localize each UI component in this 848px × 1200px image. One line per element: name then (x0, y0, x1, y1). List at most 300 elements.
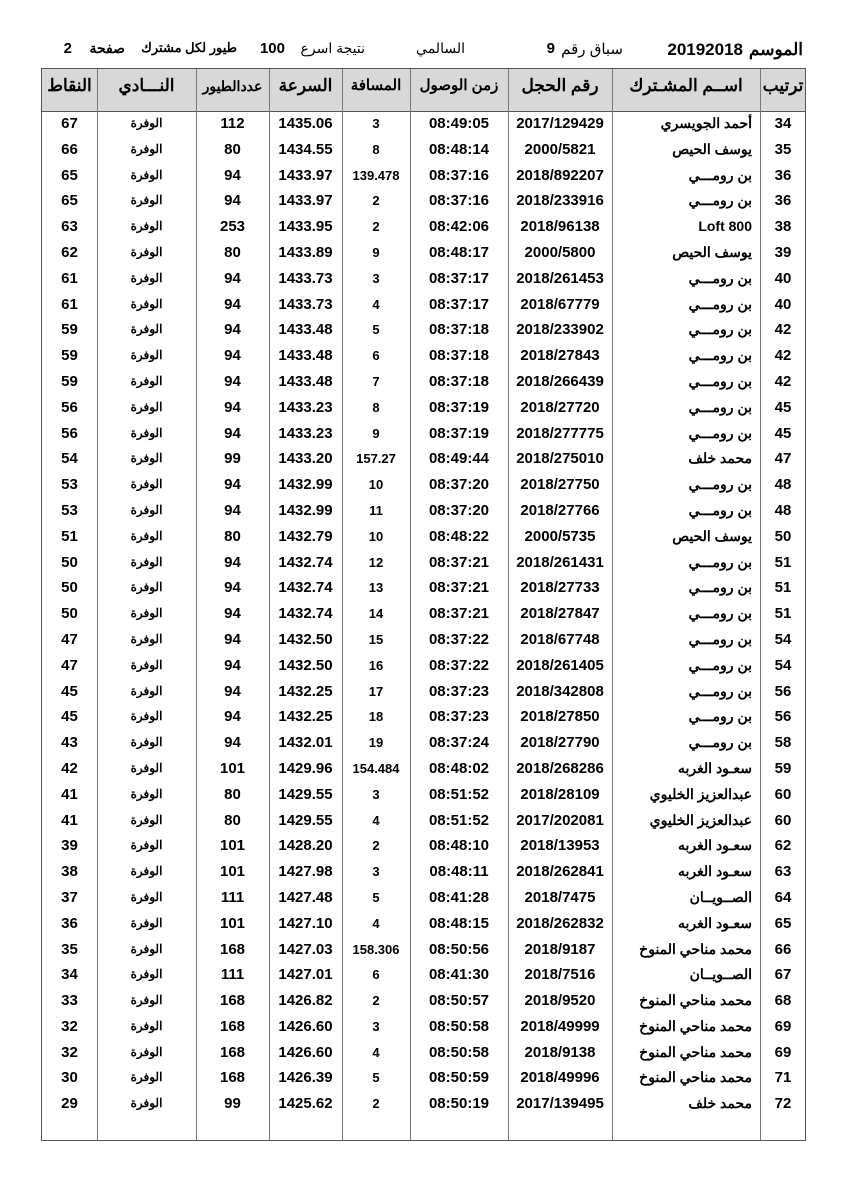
cell-club: الوفرة (130, 116, 163, 130)
cell-arrival-time: 08:37:20 (428, 501, 490, 519)
cell-club: الوفرة (130, 425, 163, 440)
cell-rank: 47 (774, 450, 792, 468)
cell-rank: 63 (774, 863, 792, 881)
cell-club: الوفرة (130, 193, 163, 208)
cell-ring-number: 2018/233916 (516, 192, 604, 210)
table-row (42, 214, 805, 240)
cell-ring-number: 2018/9520 (524, 992, 596, 1010)
col-time-header: زمن الوصول (419, 77, 499, 94)
cell-points: 65 (61, 192, 78, 210)
cell-club: الوفرة (130, 915, 163, 930)
cell-speed: 1433.73 (278, 295, 333, 313)
cell-points: 61 (61, 295, 78, 313)
cell-arrival-time: 08:48:15 (428, 914, 490, 932)
cell-birds-count: 253 (219, 218, 246, 236)
cell-name: بن رومـــي (688, 166, 752, 183)
cell-rank: 68 (774, 992, 792, 1010)
cell-ring-number: 2018/27847 (520, 605, 600, 623)
cell-name: بن رومـــي (688, 321, 752, 338)
cell-name: بن رومـــي (688, 579, 752, 596)
col-points-header: النقاط (47, 76, 92, 95)
cell-rank: 45 (774, 424, 792, 442)
cell-distance: 6 (372, 967, 380, 983)
cell-rank: 56 (774, 708, 792, 726)
table-row (42, 653, 805, 679)
cell-name: أحمد الجويسري (660, 115, 752, 131)
cell-speed: 1432.74 (278, 553, 333, 571)
cell-arrival-time: 08:37:21 (428, 553, 490, 571)
cell-club: الوفرة (130, 554, 163, 569)
cell-arrival-time: 08:41:30 (428, 966, 490, 984)
table-row (42, 808, 805, 834)
cell-distance: 2 (372, 193, 380, 209)
cell-ring-number: 2018/262841 (516, 863, 604, 881)
cell-distance: 10 (368, 477, 384, 493)
cell-name: بن رومـــي (688, 553, 752, 570)
cell-club: الوفرة (130, 631, 163, 646)
cell-rank: 40 (774, 295, 792, 313)
cell-birds-count: 94 (224, 734, 241, 752)
cell-arrival-time: 08:50:59 (428, 1069, 490, 1087)
cell-name: بن رومـــي (688, 682, 752, 699)
cell-birds-count: 168 (219, 992, 246, 1010)
cell-birds-count: 94 (224, 682, 241, 700)
cell-distance: 2 (372, 219, 380, 235)
cell-speed: 1429.96 (278, 759, 333, 777)
cell-points: 66 (61, 140, 78, 158)
cell-points: 35 (61, 940, 78, 958)
cell-name: سعـود الغربه (678, 914, 752, 931)
page-number: 2 (63, 40, 72, 57)
cell-arrival-time: 08:37:18 (428, 347, 490, 365)
cell-club: الوفرة (130, 502, 163, 517)
cell-distance: 18 (368, 709, 384, 725)
cell-points: 65 (61, 166, 78, 184)
table-row (42, 317, 805, 343)
cell-points: 39 (61, 837, 78, 855)
cell-name: بن رومـــي (688, 347, 752, 364)
cell-distance: 11 (369, 502, 383, 518)
cell-arrival-time: 08:50:58 (428, 1043, 490, 1061)
cell-speed: 1432.25 (278, 682, 333, 700)
cell-speed: 1429.55 (278, 785, 333, 803)
cell-rank: 50 (774, 527, 792, 545)
cell-birds-count: 168 (219, 1017, 246, 1035)
cell-club: الوفرة (130, 683, 163, 698)
cell-birds-count: 94 (224, 398, 241, 416)
race-number: 9 (546, 40, 555, 57)
cell-club: الوفرة (130, 864, 163, 879)
cell-speed: 1433.23 (278, 398, 333, 416)
cell-speed: 1433.48 (278, 372, 333, 390)
cell-speed: 1432.50 (278, 656, 333, 674)
cell-rank: 42 (774, 347, 792, 365)
cell-name: محمد مناحي المنوخ (639, 1043, 752, 1060)
table-row (42, 524, 805, 550)
cell-arrival-time: 08:37:24 (428, 734, 490, 752)
cell-distance: 139.478 (352, 167, 400, 183)
cell-distance: 4 (372, 915, 380, 931)
cell-rank: 66 (774, 940, 792, 958)
cell-ring-number: 2017/139495 (516, 1095, 604, 1113)
table-row (42, 782, 805, 808)
cell-speed: 1425.62 (278, 1095, 333, 1113)
cell-points: 62 (61, 243, 78, 261)
cell-club: الوفرة (130, 1070, 163, 1085)
cell-arrival-time: 08:49:44 (428, 450, 490, 468)
cell-ring-number: 2018/262832 (516, 914, 604, 932)
table-row (42, 111, 805, 137)
cell-rank: 58 (774, 734, 792, 752)
cell-birds-count: 99 (224, 1095, 241, 1113)
cell-speed: 1432.99 (278, 501, 333, 519)
cell-speed: 1427.98 (278, 863, 333, 881)
cell-arrival-time: 08:37:17 (428, 269, 490, 287)
cell-ring-number: 2018/266439 (516, 372, 604, 390)
cell-points: 41 (61, 785, 78, 803)
cell-rank: 54 (774, 630, 792, 648)
cell-name: محمد خلف (688, 1095, 752, 1112)
cell-name: يوسف الحيص (672, 527, 752, 544)
cell-arrival-time: 08:37:18 (428, 372, 490, 390)
cell-ring-number: 2018/27790 (520, 734, 600, 752)
cell-birds-count: 111 (220, 966, 245, 984)
cell-distance: 8 (372, 141, 380, 157)
page-label: صفحة (89, 40, 125, 56)
cell-club: الوفرة (130, 967, 163, 982)
cell-rank: 60 (774, 811, 792, 829)
table-row (42, 137, 805, 163)
cell-birds-count: 94 (224, 347, 241, 365)
cell-club: الوفرة (130, 1044, 163, 1059)
cell-points: 42 (61, 759, 78, 777)
cell-birds-count: 101 (219, 914, 246, 932)
table-row (42, 292, 805, 318)
cell-rank: 42 (774, 372, 792, 390)
cell-arrival-time: 08:50:56 (428, 940, 490, 958)
cell-points: 38 (61, 863, 78, 881)
cell-distance: 12 (368, 554, 384, 570)
col-distance-header: المسافة (350, 77, 402, 94)
cell-rank: 54 (774, 656, 792, 674)
cell-rank: 42 (774, 321, 792, 339)
cell-speed: 1432.99 (278, 476, 333, 494)
cell-distance: 3 (372, 864, 380, 880)
cell-speed: 1433.89 (278, 243, 333, 261)
cell-rank: 36 (774, 192, 792, 210)
cell-birds-count: 94 (224, 269, 241, 287)
cell-ring-number: 2018/892207 (516, 166, 604, 184)
cell-name: محمد خلف (688, 450, 752, 467)
cell-arrival-time: 08:42:06 (428, 218, 490, 236)
cell-ring-number: 2018/7516 (524, 966, 596, 984)
cell-distance: 5 (372, 1070, 380, 1086)
cell-distance: 3 (372, 270, 380, 286)
cell-ring-number: 2018/268286 (516, 759, 604, 777)
cell-birds-count: 80 (224, 243, 241, 261)
cell-speed: 1427.01 (278, 966, 333, 984)
table-row (42, 472, 805, 498)
cell-arrival-time: 08:48:02 (428, 759, 490, 777)
table-row (42, 188, 805, 214)
cell-points: 53 (61, 476, 78, 494)
table-row (42, 575, 805, 601)
table-row (42, 885, 805, 911)
per-member-label: طيور لكل مشترك (141, 40, 237, 55)
cell-ring-number: 2018/261431 (516, 553, 604, 571)
cell-points: 59 (61, 372, 78, 390)
cell-distance: 6 (372, 348, 380, 364)
table-row (42, 369, 805, 395)
cell-rank: 48 (774, 501, 792, 519)
cell-arrival-time: 08:37:23 (428, 682, 490, 700)
cell-ring-number: 2018/233902 (516, 321, 604, 339)
cell-birds-count: 94 (224, 192, 241, 210)
season-value: 20192018 (667, 40, 743, 59)
cell-name: عبدالعزيز الخليوي (649, 785, 752, 802)
cell-birds-count: 101 (219, 863, 246, 881)
cell-arrival-time: 08:37:23 (428, 708, 490, 726)
cell-arrival-time: 08:48:14 (428, 140, 490, 158)
cell-arrival-time: 08:48:11 (429, 863, 489, 881)
cell-ring-number: 2018/27850 (520, 708, 600, 726)
cell-name: بن رومـــي (688, 295, 752, 312)
cell-rank: 36 (774, 166, 792, 184)
cell-birds-count: 94 (224, 321, 241, 339)
cell-birds-count: 94 (224, 372, 241, 390)
cell-ring-number: 2018/49996 (520, 1069, 600, 1087)
cell-name: بن رومـــي (688, 372, 752, 389)
cell-arrival-time: 08:50:57 (428, 992, 490, 1010)
cell-ring-number: 2018/67748 (520, 630, 600, 648)
col-club-header: النـــادي (118, 76, 175, 95)
cell-club: الوفرة (130, 735, 163, 750)
cell-name: الصــويــان (689, 966, 752, 983)
cell-birds-count: 94 (224, 553, 241, 571)
cell-speed: 1433.23 (278, 424, 333, 442)
cell-club: الوفرة (130, 889, 163, 904)
cell-points: 56 (61, 424, 78, 442)
cell-name: سعـود الغربه (678, 863, 752, 880)
cell-arrival-time: 08:37:16 (428, 192, 490, 210)
cell-rank: 60 (774, 785, 792, 803)
cell-ring-number: 2017/202081 (516, 811, 604, 829)
cell-speed: 1434.55 (278, 140, 333, 158)
cell-birds-count: 168 (219, 1043, 246, 1061)
cell-speed: 1433.48 (278, 347, 333, 365)
table-row (42, 1014, 805, 1040)
cell-club: الوفرة (130, 786, 163, 801)
cell-distance: 5 (372, 322, 380, 338)
col-birds-header: عددالطيور (202, 78, 263, 94)
cell-birds-count: 94 (224, 579, 241, 597)
cell-name: بن رومـــي (688, 398, 752, 415)
cell-name: بن رومـــي (688, 605, 752, 622)
cell-distance: 4 (372, 1044, 380, 1060)
cell-points: 33 (61, 992, 78, 1010)
cell-club: الوفرة (130, 993, 163, 1008)
cell-name: يوسف الحيص (672, 243, 752, 260)
cell-ring-number: 2018/277775 (516, 424, 604, 442)
cell-club: الوفرة (130, 167, 163, 182)
cell-name: سعـود الغربه (678, 837, 752, 854)
table-row (42, 859, 805, 885)
cell-rank: 35 (774, 140, 792, 158)
table-row (42, 163, 805, 189)
cell-points: 45 (61, 708, 78, 726)
cell-birds-count: 101 (219, 759, 246, 777)
report-header-line (40, 40, 805, 66)
cell-birds-count: 94 (224, 630, 241, 648)
cell-name: بن رومـــي (688, 192, 752, 209)
cell-name: سعـود الغربه (678, 759, 752, 776)
table-row (42, 343, 805, 369)
cell-rank: 39 (774, 243, 792, 261)
cell-speed: 1433.73 (278, 269, 333, 287)
cell-points: 50 (61, 605, 78, 623)
cell-club: الوفرة (130, 838, 163, 853)
cell-points: 56 (61, 398, 78, 416)
cell-speed: 1433.48 (278, 321, 333, 339)
cell-points: 47 (61, 656, 78, 674)
cell-birds-count: 112 (220, 115, 245, 132)
cell-distance: 4 (372, 812, 380, 828)
cell-birds-count: 168 (219, 940, 246, 958)
table-row (42, 756, 805, 782)
col-speed-header: السرعة (278, 76, 333, 95)
cell-birds-count: 94 (224, 295, 241, 313)
cell-points: 50 (61, 553, 78, 571)
cell-rank: 65 (774, 914, 792, 932)
cell-ring-number: 2018/342808 (516, 682, 604, 700)
cell-arrival-time: 08:51:52 (428, 811, 490, 829)
cell-birds-count: 94 (224, 166, 241, 184)
race-label: سباق رقم (561, 41, 623, 58)
cell-birds-count: 94 (224, 605, 241, 623)
cell-rank: 72 (774, 1095, 792, 1113)
col-ring-header: رقم الحجل (521, 76, 599, 95)
cell-distance: 154.484 (352, 760, 400, 776)
table-row (42, 550, 805, 576)
cell-speed: 1433.97 (278, 166, 333, 184)
table-row (42, 627, 805, 653)
cell-club: الوفرة (130, 373, 163, 388)
cell-club: الوفرة (130, 606, 163, 621)
cell-speed: 1435.06 (278, 115, 333, 132)
cell-name: بن رومـــي (688, 708, 752, 725)
cell-distance: 14 (368, 606, 384, 622)
cell-rank: 69 (774, 1017, 792, 1035)
cell-club: الوفرة (130, 244, 163, 259)
cell-rank: 51 (774, 605, 792, 623)
table-row (42, 833, 805, 859)
cell-distance: 17 (368, 683, 384, 699)
table-row (42, 1040, 805, 1066)
cell-ring-number: 2018/13953 (520, 837, 600, 855)
cell-birds-count: 94 (224, 476, 241, 494)
cell-arrival-time: 08:51:52 (428, 785, 490, 803)
cell-arrival-time: 08:37:21 (428, 579, 490, 597)
cell-distance: 158.306 (352, 941, 400, 957)
cell-speed: 1429.55 (278, 811, 333, 829)
cell-rank: 38 (774, 218, 792, 236)
cell-points: 32 (61, 1017, 78, 1035)
cell-name: عبدالعزيز الخليوي (649, 811, 752, 828)
cell-birds-count: 94 (224, 708, 241, 726)
cell-name: بن رومـــي (688, 501, 752, 518)
table-row (42, 911, 805, 937)
cell-speed: 1427.03 (278, 940, 333, 958)
cell-speed: 1432.79 (278, 527, 333, 545)
cell-birds-count: 94 (224, 424, 241, 442)
cell-ring-number: 2018/261453 (516, 269, 604, 287)
cell-rank: 34 (774, 115, 792, 132)
table-row (42, 730, 805, 756)
season-label: الموسم (748, 40, 803, 59)
cell-ring-number: 2018/27733 (520, 579, 600, 597)
cell-ring-number: 2017/129429 (516, 115, 604, 132)
cell-points: 47 (61, 630, 78, 648)
cell-club: الوفرة (130, 1096, 163, 1111)
cell-points: 29 (61, 1095, 78, 1113)
cell-club: الوفرة (130, 657, 163, 672)
cell-distance: 3 (372, 1018, 380, 1034)
cell-points: 67 (61, 115, 78, 132)
cell-points: 54 (61, 450, 78, 468)
cell-club: الوفرة (130, 580, 163, 595)
cell-points: 59 (61, 347, 78, 365)
cell-distance: 2 (372, 838, 380, 854)
cell-birds-count: 168 (219, 1069, 246, 1087)
cell-name: Loft 800 (698, 218, 752, 235)
cell-rank: 40 (774, 269, 792, 287)
cell-speed: 1428.20 (278, 837, 333, 855)
col-rank-header: ترتيب (762, 76, 804, 95)
col-name-header: اســم المشـترك (629, 76, 743, 95)
cell-rank: 69 (774, 1043, 792, 1061)
cell-speed: 1433.97 (278, 192, 333, 210)
cell-speed: 1433.95 (278, 218, 333, 236)
cell-distance: 15 (368, 631, 384, 647)
cell-birds-count: 80 (224, 811, 241, 829)
cell-club: الوفرة (130, 528, 163, 543)
table-row (42, 962, 805, 988)
cell-arrival-time: 08:37:20 (428, 476, 490, 494)
cell-points: 32 (61, 1043, 78, 1061)
cell-rank: 71 (774, 1069, 792, 1087)
cell-ring-number: 2018/275010 (516, 450, 604, 468)
cell-rank: 51 (774, 579, 792, 597)
cell-rank: 59 (774, 759, 792, 777)
cell-club: الوفرة (130, 399, 163, 414)
cell-distance: 4 (372, 296, 380, 312)
cell-club: الوفرة (130, 760, 163, 775)
cell-name: بن رومـــي (688, 734, 752, 751)
table-row (42, 1065, 805, 1091)
cell-points: 37 (61, 888, 78, 906)
cell-birds-count: 99 (224, 450, 241, 468)
cell-distance: 13 (368, 580, 384, 596)
cell-ring-number: 2000/5821 (524, 140, 596, 158)
cell-ring-number: 2018/28109 (520, 785, 600, 803)
cell-points: 30 (61, 1069, 78, 1087)
cell-club: الوفرة (130, 709, 163, 724)
cell-rank: 67 (774, 966, 792, 984)
cell-points: 63 (61, 218, 78, 236)
cell-speed: 1432.01 (278, 734, 333, 752)
cell-distance: 10 (368, 528, 384, 544)
cell-speed: 1432.50 (278, 630, 333, 648)
